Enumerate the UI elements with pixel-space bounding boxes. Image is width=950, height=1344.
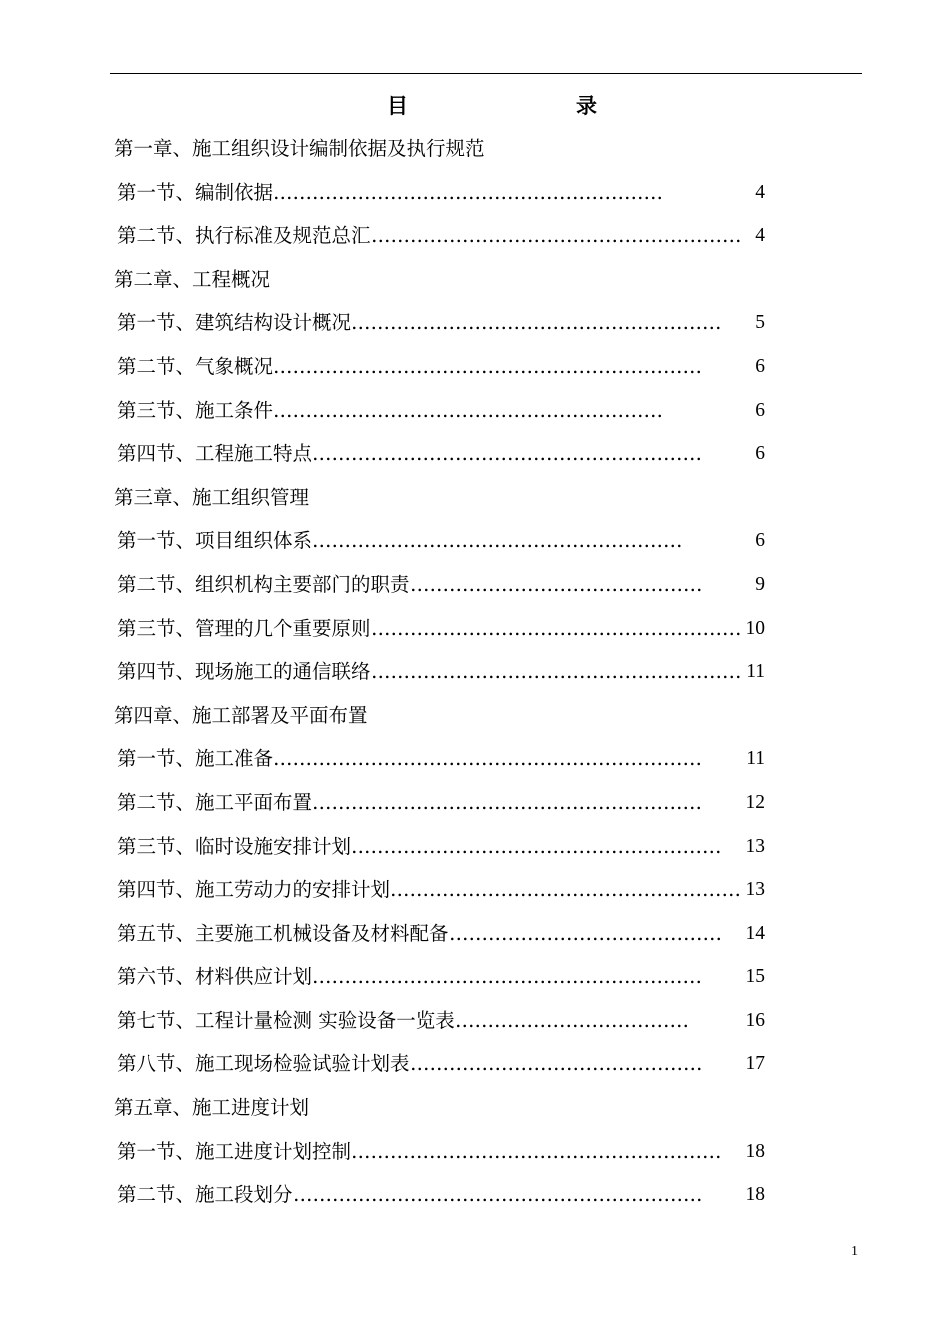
toc-section[interactable] [0,741,950,785]
toc-entry-label: 第四节、现场施工的通信联络 [117,660,371,684]
toc-page-number: 4 [755,181,765,203]
toc-page-number: 14 [745,922,765,944]
toc-entry-label: 第四节、工程施工特点 [117,442,313,466]
toc-entry-label: 第一节、施工准备 [117,747,274,771]
toc-entry-label: 第六节、材料供应计划 [117,965,313,989]
toc-section[interactable] [0,611,950,655]
toc-title-char-2: 录 [576,93,597,118]
toc-entry-label: 第四章、施工部署及平面布置 [114,703,368,727]
toc-page-number: 13 [745,879,765,901]
toc-title [387,90,597,122]
toc-leader-dots: …………………………………………………… [312,965,702,989]
toc-entry-label: 第三节、管理的几个重要原则 [117,616,371,640]
toc-leader-dots: …………………………………………………… [312,790,702,814]
toc-leader-dots: ………………………………………………… [371,616,742,640]
toc-leader-dots: ………………………………………………… [351,1139,722,1163]
toc-page-number: 11 [746,748,765,770]
toc-entry-label: 第七节、工程计量检测 实验设备一览表 [117,1008,455,1032]
toc-section[interactable] [0,916,950,960]
toc-leader-dots: …………………………………………………… [312,442,702,466]
toc-page-number: 9 [755,573,765,595]
toc-entry-label: 第一节、施工进度计划控制 [117,1139,352,1163]
toc-leader-dots: ……………………………………… [410,1052,703,1076]
toc-section[interactable] [0,1177,950,1221]
toc-section[interactable] [0,1046,950,1090]
toc-leader-dots: ……………………………………………………… [293,1183,703,1207]
toc-page-number: 12 [745,791,765,813]
toc-entry-label: 第一节、编制依据 [117,180,274,204]
toc-entry-label: 第二节、施工平面布置 [117,790,313,814]
toc-section[interactable] [0,872,950,916]
toc-section[interactable] [0,1003,950,1047]
toc-leader-dots: ……………………………… [455,1008,689,1032]
toc-section[interactable] [0,393,950,437]
toc-leader-dots: …………………………………………………… [273,398,663,422]
toc-page-number: 6 [755,399,765,421]
toc-leader-dots: ………………………………………………………… [273,354,702,378]
toc-page-number: 6 [755,355,765,377]
toc-entry-label: 第三节、施工条件 [117,398,274,422]
toc-section[interactable] [0,654,950,698]
toc-page-number: 18 [745,1140,765,1162]
toc-page-number: 6 [755,530,765,552]
toc-leader-dots: ………………………………………………………… [273,747,702,771]
toc-page-number: 13 [745,835,765,857]
toc-chapter[interactable] [0,698,950,742]
header-rule [110,73,862,74]
toc-entry-label: 第三章、施工组织管理 [114,485,310,509]
toc-section[interactable] [0,829,950,873]
toc-entry-label: 第三节、临时设施安排计划 [117,834,352,858]
toc-entry-label: 第一节、项目组织体系 [117,529,313,553]
toc-section[interactable] [0,218,950,262]
toc-entry-label: 第一章、施工组织设计编制依据及执行规范 [114,137,485,160]
toc-title-char-1: 目 [387,93,408,118]
toc-page-number: 4 [755,225,765,247]
toc-page-number: 17 [745,1053,765,1075]
toc-entry-label: 第二节、气象概况 [117,354,274,378]
toc-chapter[interactable] [0,1090,950,1134]
toc-leader-dots: ……………………………………………… [390,878,741,902]
toc-entry-label: 第一节、建筑结构设计概况 [117,311,352,335]
toc-section[interactable] [0,349,950,393]
toc-chapter[interactable] [0,262,950,306]
toc-leader-dots: ………………………………………………… [351,834,722,858]
toc-entry-label: 第四节、施工劳动力的安排计划 [117,878,391,902]
toc-section[interactable] [0,567,950,611]
toc-leader-dots: ………………………………………………… [371,660,742,684]
toc-section[interactable] [0,175,950,219]
toc-section[interactable] [0,785,950,829]
toc-section[interactable] [0,959,950,1003]
toc-leader-dots: …………………………………… [449,921,722,945]
toc-chapter[interactable] [0,480,950,524]
page-number: 1 [851,1244,858,1259]
toc-leader-dots: ………………………………………………… [312,529,683,553]
toc-page-number: 6 [755,443,765,465]
toc-section[interactable] [0,1134,950,1178]
toc-chapter[interactable] [0,131,950,175]
toc-section[interactable] [0,305,950,349]
toc-entry-label: 第二节、组织机构主要部门的职责 [117,572,410,596]
toc-entry-label: 第二章、工程概况 [114,267,271,291]
toc-entry-label: 第五章、施工进度计划 [114,1096,310,1120]
toc-page-number: 10 [745,617,765,639]
toc-entry-label: 第二节、执行标准及规范总汇 [117,224,371,248]
toc-page-number: 18 [745,1184,765,1206]
toc-page-number: 15 [745,966,765,988]
toc-list [0,131,950,1221]
toc-leader-dots: …………………………………………………… [273,180,663,204]
toc-page-number: 16 [745,1009,765,1031]
toc-entry-label: 第五节、主要施工机械设备及材料配备 [117,921,449,945]
toc-page-number: 11 [746,661,765,683]
toc-leader-dots: ………………………………………………… [371,224,741,248]
toc-leader-dots: ………………………………………………… [351,311,722,335]
toc-leader-dots: ……………………………………… [410,572,703,596]
toc-page-number: 5 [755,312,765,334]
toc-section[interactable] [0,523,950,567]
toc-section[interactable] [0,436,950,480]
toc-entry-label: 第二节、施工段划分 [117,1183,293,1207]
toc-entry-label: 第八节、施工现场检验试验计划表 [117,1052,410,1076]
